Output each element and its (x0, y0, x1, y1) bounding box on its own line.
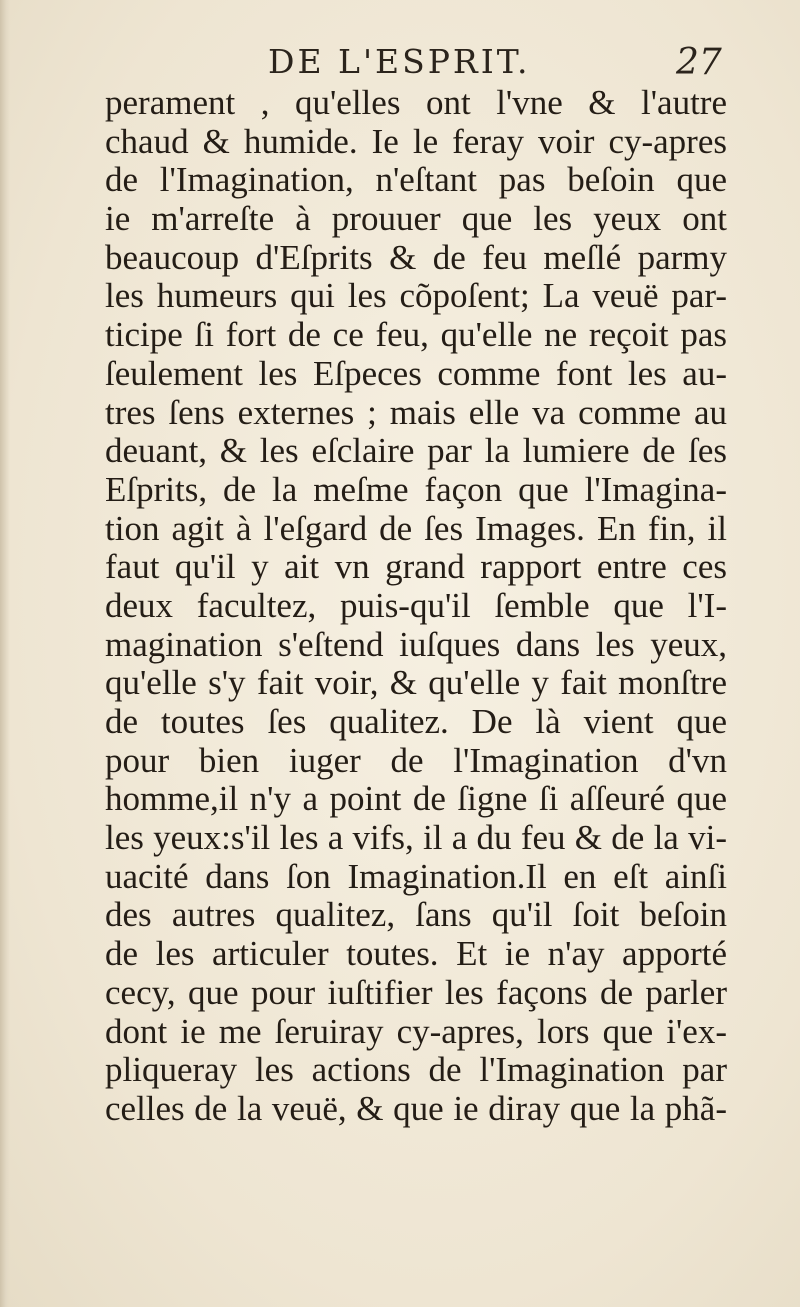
text-line: ticipe ſi fort de ce feu, qu'elle ne reçoit pas (105, 316, 727, 355)
running-head-title: DE L'ESPRIT. (268, 42, 531, 81)
text-line: celles de la veuë, & que ie diray que la phã- (105, 1089, 727, 1128)
text-line: pour bien iuger de l'Imagination d'vn (105, 741, 727, 780)
text-line: ie m'arreſte à prouuer que les yeux ont (105, 200, 727, 239)
text-line: beaucoup d'Eſprits & de feu meſlé parmy (105, 238, 727, 277)
text-line: magination s'eſtend iuſques dans les yeux, (105, 625, 727, 664)
text-line: Eſprits, de la meſme façon que l'Imagina- (105, 470, 727, 509)
text-line: homme,il n'y a point de ſigne ſi aſſeuré que (105, 780, 727, 819)
text-line: uacité dans ſon Imagination.Il en eſt ainſi (105, 857, 727, 896)
text-line: tion agit à l'eſgard de ſes Images. En fin, il (105, 509, 727, 548)
text-line: les yeux:s'il les a vifs, il a du feu & de la vi- (105, 819, 727, 858)
text-line: perament , qu'elles ont l'vne & l'autre (105, 84, 727, 122)
body-text (105, 84, 727, 1129)
page-number: 27 (676, 42, 722, 83)
text-line: de toutes ſes qualitez. De là vient que (105, 703, 727, 741)
text-line: dont ie me ſeruiray cy-apres, lors que i'ex- (105, 1012, 727, 1051)
text-line: de l'Imagination, n'eſtant pas beſoin que (105, 161, 727, 200)
text-line: cecy, que pour iuſtifier les façons de parler (105, 973, 727, 1012)
text-line: chaud & humide. Ie le feray voir cy-apres (105, 122, 727, 161)
text-line: qu'elle s'y fait voir, & qu'elle y fait monſtre (105, 664, 727, 703)
text-line: les humeurs qui les cõpoſent; La veuë par- (105, 277, 727, 316)
text-line: deuant, & les eſclaire par la lumiere de ſes (105, 432, 727, 471)
binding-edge (0, 0, 10, 1307)
text-line: des autres qualitez, ſans qu'il ſoit beſoin (105, 896, 727, 935)
text-line: de les articuler toutes. Et ie n'ay apporté (105, 935, 727, 974)
text-line: tres ſens externes ; mais elle va comme au (105, 393, 727, 432)
text-line: deux facultez, puis-qu'il ſemble que l'I- (105, 586, 727, 625)
text-line: faut qu'il y ait vn grand rapport entre ces (105, 548, 727, 587)
text-line: ſeulement les Eſpeces comme font les au- (105, 354, 727, 393)
text-line: pliqueray les actions de l'Imagination par (105, 1051, 727, 1090)
